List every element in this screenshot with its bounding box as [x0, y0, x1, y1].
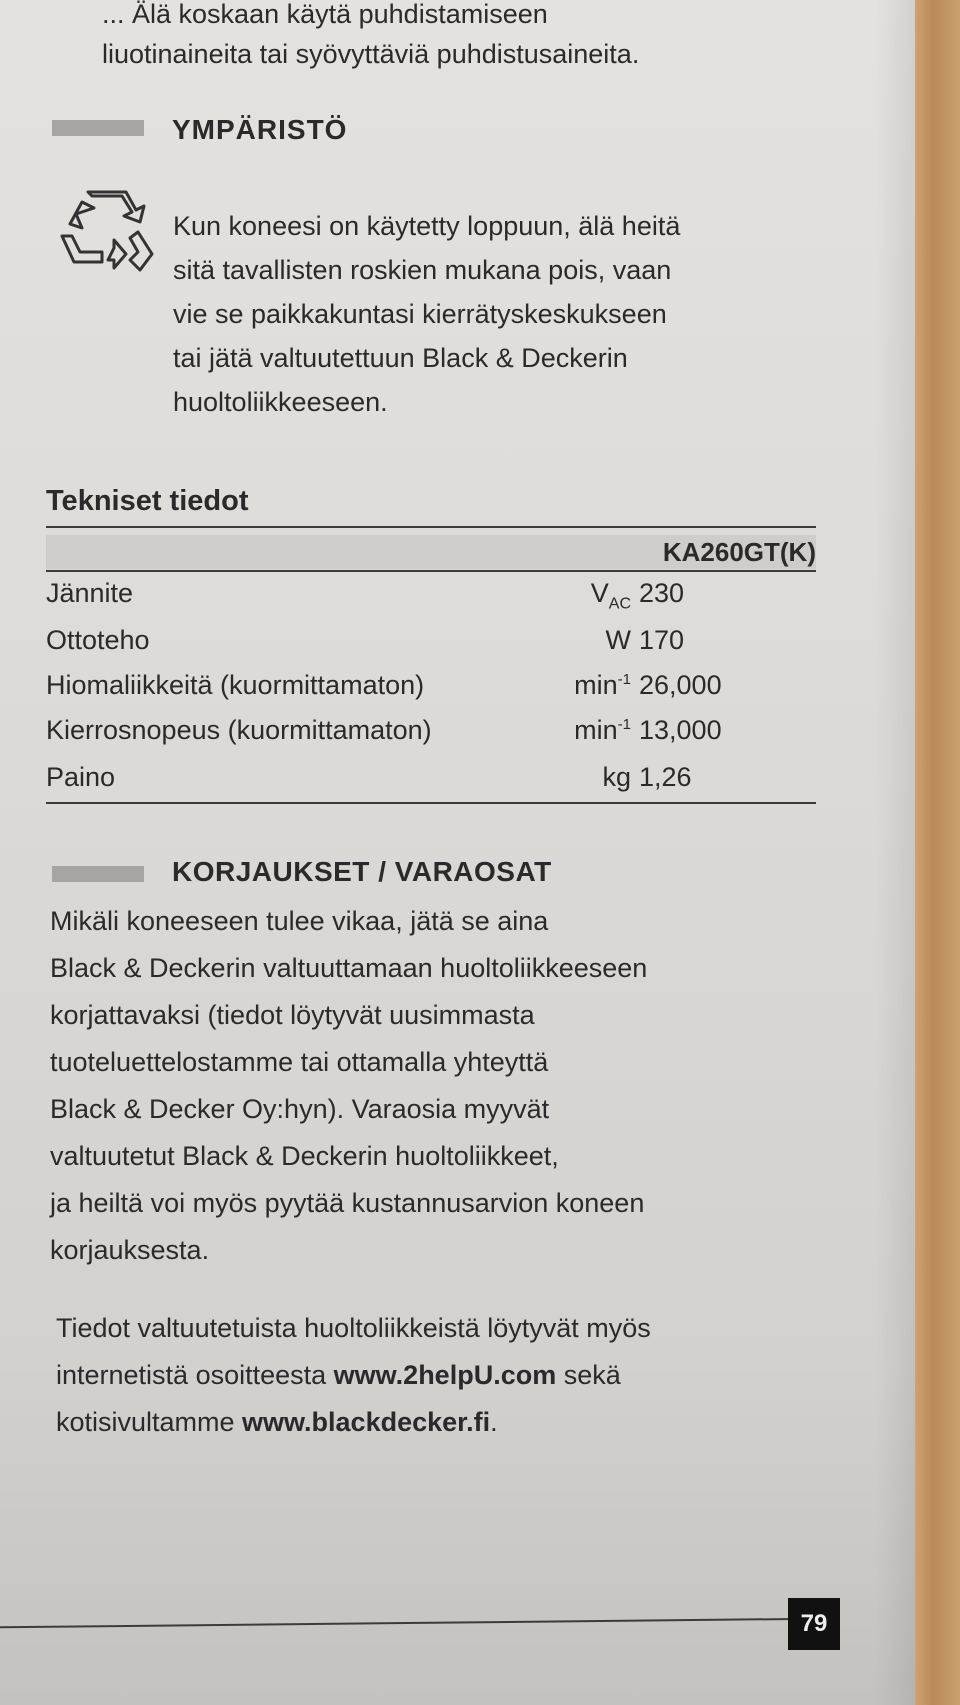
- model-header-band: [46, 535, 816, 569]
- intro-line: liuotinaineita tai syövyttäviä puhdistusaineita.: [102, 39, 640, 69]
- footer-rule: [0, 1618, 820, 1629]
- section-bar: [52, 866, 144, 882]
- repairs-line: Black & Deckerin valtuuttamaan huoltoliikkeeseen: [50, 953, 648, 983]
- spec-row: [46, 625, 816, 665]
- spec-value: 230: [639, 578, 685, 608]
- url-2helpu: www.2helpU.com: [333, 1360, 557, 1390]
- repairs-line: valtuutetut Black & Deckerin huoltoliikkeet,: [50, 1141, 559, 1171]
- environment-line: tai jätä valtuutettuun Black & Deckerin: [173, 343, 628, 373]
- environment-line: sitä tavallisten roskien mukana pois, vaan: [173, 255, 672, 285]
- model-number: KA260GT(K): [662, 537, 816, 567]
- spec-row: [46, 715, 816, 755]
- spec-label: Ottoteho: [46, 625, 150, 655]
- info-line: kotisivultamme www.blackdecker.fi.: [56, 1407, 498, 1437]
- info-line: Tiedot valtuutetuista huoltoliikkeistä löytyvät myös: [56, 1313, 651, 1343]
- section-bar: [52, 120, 144, 136]
- info-paragraph: [56, 1305, 876, 1446]
- repairs-line: korjattavaksi (tiedot löytyvät uusimmasta: [50, 1000, 535, 1030]
- repairs-line: korjauksesta.: [50, 1235, 210, 1265]
- intro-line: ... Älä koskaan käytä puhdistamiseen: [102, 0, 548, 29]
- spec-label: Hiomaliikkeitä (kuormittamaton): [46, 670, 425, 700]
- page-number: 79: [788, 1598, 840, 1650]
- spec-label: Paino: [46, 762, 116, 792]
- spec-label: Jännite: [46, 578, 134, 608]
- info-line: internetistä osoitteesta www.2helpU.com sekä: [56, 1360, 621, 1390]
- spec-unit: kg: [602, 762, 631, 792]
- recycle-icon: [52, 188, 162, 278]
- spec-unit: $V_{AC}$: [590, 578, 631, 613]
- tech-header-rule: [46, 570, 816, 572]
- repairs-paragraph: [50, 898, 850, 1274]
- environment-line: Kun koneesi on käytetty loppuun, älä heitä: [173, 211, 681, 241]
- tech-top-rule: [46, 526, 816, 528]
- url-blackdecker: www.blackdecker.fi: [242, 1407, 491, 1437]
- repairs-line: tuoteluettelostamme tai ottamalla yhteyttä: [50, 1047, 549, 1077]
- spec-row: [46, 670, 816, 710]
- repairs-heading: KORJAUKSET / VARAOSAT: [172, 856, 552, 887]
- spec-value: 1,26: [639, 762, 692, 792]
- spec-row: [46, 762, 816, 802]
- environment-heading: YMPÄRISTÖ: [172, 114, 348, 145]
- intro-paragraph: [102, 0, 822, 74]
- repairs-line: Black & Decker Oy:hyn). Varaosia myyvät: [50, 1094, 550, 1124]
- tech-specs-title: Tekniset tiedot: [46, 485, 249, 517]
- environment-line: vie se paikkakuntasi kierrätyskeskukseen: [173, 299, 667, 329]
- spec-value: 170: [639, 625, 685, 655]
- spec-unit: W: [605, 625, 631, 655]
- environment-paragraph: [173, 204, 813, 424]
- repairs-line: ja heiltä voi myös pyytää kustannusarvion koneen: [50, 1188, 645, 1218]
- spec-label: Kierrosnopeus (kuormittamaton): [46, 715, 432, 745]
- repairs-line: Mikäli koneeseen tulee vikaa, jätä se aina: [50, 906, 549, 936]
- spec-row: [46, 578, 816, 618]
- spec-unit: $\min^{-1}$: [574, 715, 631, 745]
- tech-bottom-rule: [46, 802, 816, 804]
- environment-line: huoltoliikkeeseen.: [173, 387, 388, 417]
- spec-unit: $\min^{-1}$: [574, 670, 631, 700]
- spec-value: 26,000: [639, 670, 722, 700]
- spec-value: 13,000: [639, 715, 722, 745]
